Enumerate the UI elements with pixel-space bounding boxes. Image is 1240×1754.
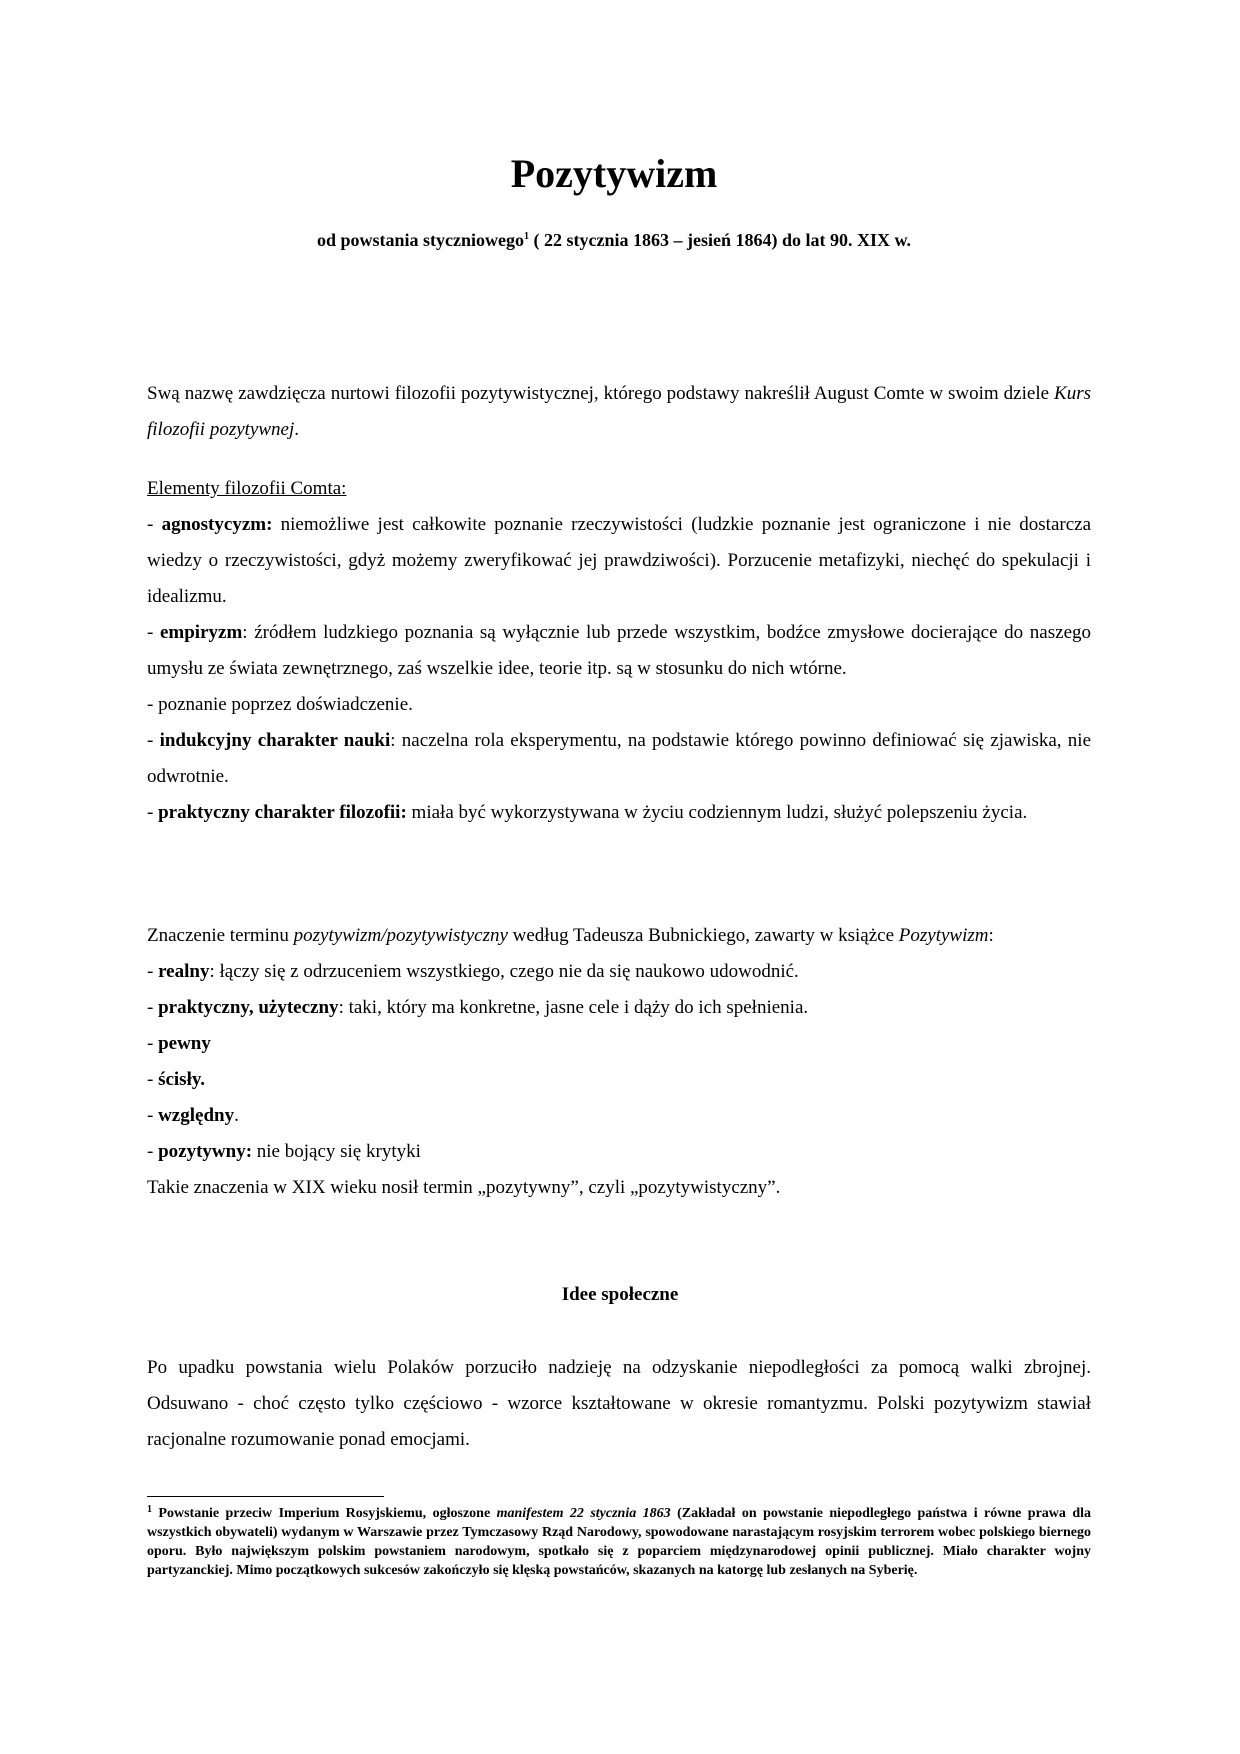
list-item: - ścisły. (147, 1069, 206, 1090)
list-item: - realny: łączy się z odrzuceniem wszystkiego, czego nie da się naukowo udowodnić. (147, 961, 799, 982)
footnote (147, 1504, 1091, 1580)
subtitle-text-pre: od powstania styczniowego (317, 230, 525, 250)
footnote-reference[interactable]: 1 (524, 231, 530, 242)
footnote-divider (147, 1496, 384, 1497)
book-title: Pozytywizm (898, 925, 989, 946)
document-title: Pozytywizm (510, 151, 718, 196)
subtitle-text-post: ( 22 stycznia 1863 – jesień 1864) do lat 90. XIX w. (529, 230, 911, 250)
list-item: - względny. (147, 1105, 239, 1126)
footnote-number: 1 (147, 1504, 152, 1515)
list-term: indukcyjny charakter nauki (159, 730, 391, 751)
footnote-italic: manifestem 22 stycznia 1863 (496, 1506, 671, 1521)
list-term: praktyczny charakter filozofii: (158, 802, 407, 823)
list-item: - pewny (147, 1033, 211, 1054)
list-term: ścisły. (158, 1069, 206, 1090)
list-text: nie bojący się krytyki (252, 1141, 421, 1162)
list-text: poznanie poprzez doświadczenie. (158, 694, 413, 715)
intro-text-end: . (294, 419, 299, 440)
intro-book-title: Kurs filozofii pozytywnej (147, 383, 1091, 440)
list-text: miała być wykorzystywana w życiu codziennym ludzi, służyć polepszeniu życia. (406, 802, 1028, 823)
list-term: pewny (158, 1033, 211, 1054)
list-item: - praktyczny, użyteczny: taki, który ma konkretne, jasne cele i dąży do ich spełnienia. (147, 997, 809, 1018)
social-paragraph: Po upadku powstania wielu Polaków porzuciło nadzieję na odzyskanie niepodległości za pomocą walki zbrojnej. Odsuwano - choć często tylko częściowo - wzorce kształtowane w okresie romantyzmu. Polski pozytywizm stawiał racjonalne rozumowanie ponad emocjami. (147, 1357, 1091, 1450)
list-item: - agnostycyzm: niemożliwe jest całkowite poznanie rzeczywistości (ludzkie poznanie jest ograniczone i nie dostarcza wiedzy o rzeczywistości, gdyż możemy zweryfikować jej prawdziwości). Porzucenie metafizyki, niechęć do spekulacji i idealizmu. (147, 514, 1092, 607)
intro-paragraph (147, 376, 1091, 448)
list-text: : łączy się z odrzuceniem wszystkiego, czego nie da się naukowo udowodnić. (209, 961, 799, 982)
meaning-closing: Takie znaczenia w XIX wieku nosił termin „pozytywny”, czyli „pozytywistyczny”. (147, 1177, 781, 1198)
intro-text: Swą nazwę zawdzięcza nurtowi filozofii pozytywistycznej, którego podstawy nakreślił August Comte w swoim dziele (147, 383, 1055, 404)
list-text: : źródłem ludzkiego poznania są wyłącznie lub przede wszystkim, bodźce zmysłowe docierające do naszego umysłu ze świata zewnętrznego, zaś wszelkie idee, teorie itp. są w stosunku do nich wtórne. (147, 622, 1092, 679)
list-term: agnostycyzm: (161, 514, 273, 535)
list-text: . (234, 1105, 239, 1126)
meaning-section (147, 918, 1091, 1206)
list-term: empiryzm (159, 622, 243, 643)
list-item: - pozytywny: nie bojący się krytyki (147, 1141, 421, 1162)
list-term: pozytywny: (158, 1141, 253, 1162)
list-text: : naczelna rola eksperymentu, na podstawie którego powinno definiować się zjawiska, nie odwrotnie. (147, 730, 1092, 787)
footnote-text-cont: (Zakładał on powstanie niepodległego państwa i równe prawa dla wszystkich obywateli) wydanym w Warszawie przez Tymczasowy Rząd Narodowy, spowodowane narastającym rosyjskim terrorem wobec polskiego biernego oporu. Było największym polskim powstaniem narodowym, spotkało się z poparciem międzynarodowej opinii publicznej. Miało charakter wojny partyzanckiej. Mimo początkowych sukcesów zakończyło się klęską powstańców, skazanych na katorgę lub zesłanych na Syberię. (147, 1506, 1091, 1578)
list-text: niemożliwe jest całkowite poznanie rzeczywistości (ludzkie poznanie jest ograniczone i nie dostarcza wiedzy o rzeczywistości, gdyż możemy zweryfikować jej prawdziwości). Porzucenie metafizyki, niechęć do spekulacji i idealizmu. (147, 514, 1092, 607)
meaning-intro: Znaczenie terminu pozytywizm/pozytywistyczny według Tadeusza Bubnickiego, zawarty w książce Pozytywizm: (147, 925, 994, 946)
section-heading: Elementy filozofii Comta: (147, 478, 347, 499)
list-item: - poznanie poprzez doświadczenie. (147, 694, 413, 715)
document-subtitle (0, 228, 1228, 252)
list-item: - praktyczny charakter filozofii: miała być wykorzystywana w życiu codziennym ludzi, służyć polepszeniu życia. (147, 802, 1028, 823)
list-term: względny (158, 1105, 235, 1126)
section-title-social: Idee społeczne (561, 1284, 679, 1305)
list-item: - empiryzm: źródłem ludzkiego poznania są wyłącznie lub przede wszystkim, bodźce zmysłowe docierające do naszego umysłu ze świata zewnętrznego, zaś wszelkie idee, teorie itp. są w stosunku do nich wtórne. (147, 622, 1092, 679)
list-item: - indukcyjny charakter nauki: naczelna rola eksperymentu, na podstawie którego powinno definiować się zjawiska, nie odwrotnie. (147, 730, 1092, 787)
list-term: realny (158, 961, 210, 982)
list-text: : taki, który ma konkretne, jasne cele i dąży do ich spełnienia. (338, 997, 809, 1018)
list-term: praktyczny, użyteczny (158, 997, 339, 1018)
footnote-text: Powstanie przeciw Imperium Rosyjskiemu, ogłoszone (152, 1506, 497, 1521)
comte-elements-section (147, 471, 1091, 831)
